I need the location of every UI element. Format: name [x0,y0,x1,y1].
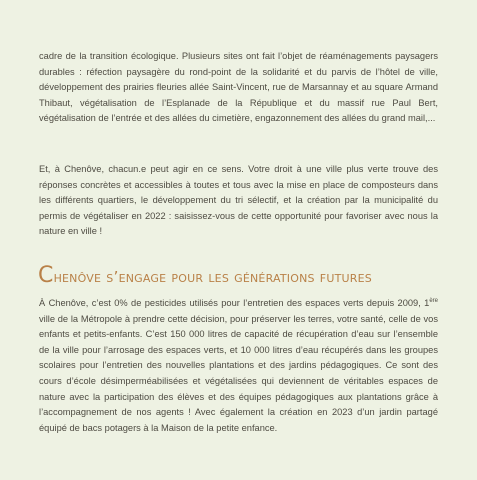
paragraph-transition-ecologique: cadre de la transition écologique. Plusieurs sites ont fait l’objet de réaménagements paysagers durables : réfection paysagère du rond-point de la solidarité et du parvis de l’hôtel de ville, développement des prairies fleuries allée Saint-Vincent, rue de Marsannay et au square Armand Thibaut, végétalisation de l’Esplanade de la République et du massif rue Paul Bert, végétalisation de l’entrée et des allées du cimetière, engazonnement des allées du grand mail,... [39,51,438,124]
paragraph-generations-futures [39,296,438,436]
section-heading [38,263,438,288]
paragraph-3-lead: À Chenôve, c’est 0% de pesticides utilisés pour l’entretien des espaces verts depuis 2009, 1 [39,298,430,308]
heading-initial: C [38,263,54,288]
heading-text: henôve s’engage pour les générations futures [53,268,372,286]
paragraph-3-rest: ville de la Métropole à prendre cette décision, pour préserver les terres, votre santé, celle de vos enfants et petits-enfants. C’est 150 000 litres de capacité de récupération d’eau sur l’ensemble de la ville pour l’arrosage des espaces verts, et 10 000 litres d’eau récupérés dans les groupes scolaires pour l’entretien des nouvelles plantations et des jardins pédagogiques. Ce sont des cours d’école désimperméabilisées et végétalisées qui deviennent de véritables espaces de nature avec la participation des élèves et des équipes pédagogiques aux plantations grâce à l’accompagnement de nos agents ! Avec également la création en 2023 d’un jardin partagé équipé de bacs potagers à la Maison de la petite enfance. [39,313,438,433]
paragraph-chenove-agir: Et, à Chenôve, chacun.e peut agir en ce sens. Votre droit à une ville plus verte trouve des réponses concrètes et accessibles à toutes et tous avec la mise en place de composteurs dans les différents quartiers, le développement du tri sélectif, et la création par la municipalité du permis de végétaliser en 2022 : saisissez-vous de cette opportunité pour favoriser avec nous la nature en ville ! [39,164,438,237]
ordinal-superscript: ère [429,297,438,304]
